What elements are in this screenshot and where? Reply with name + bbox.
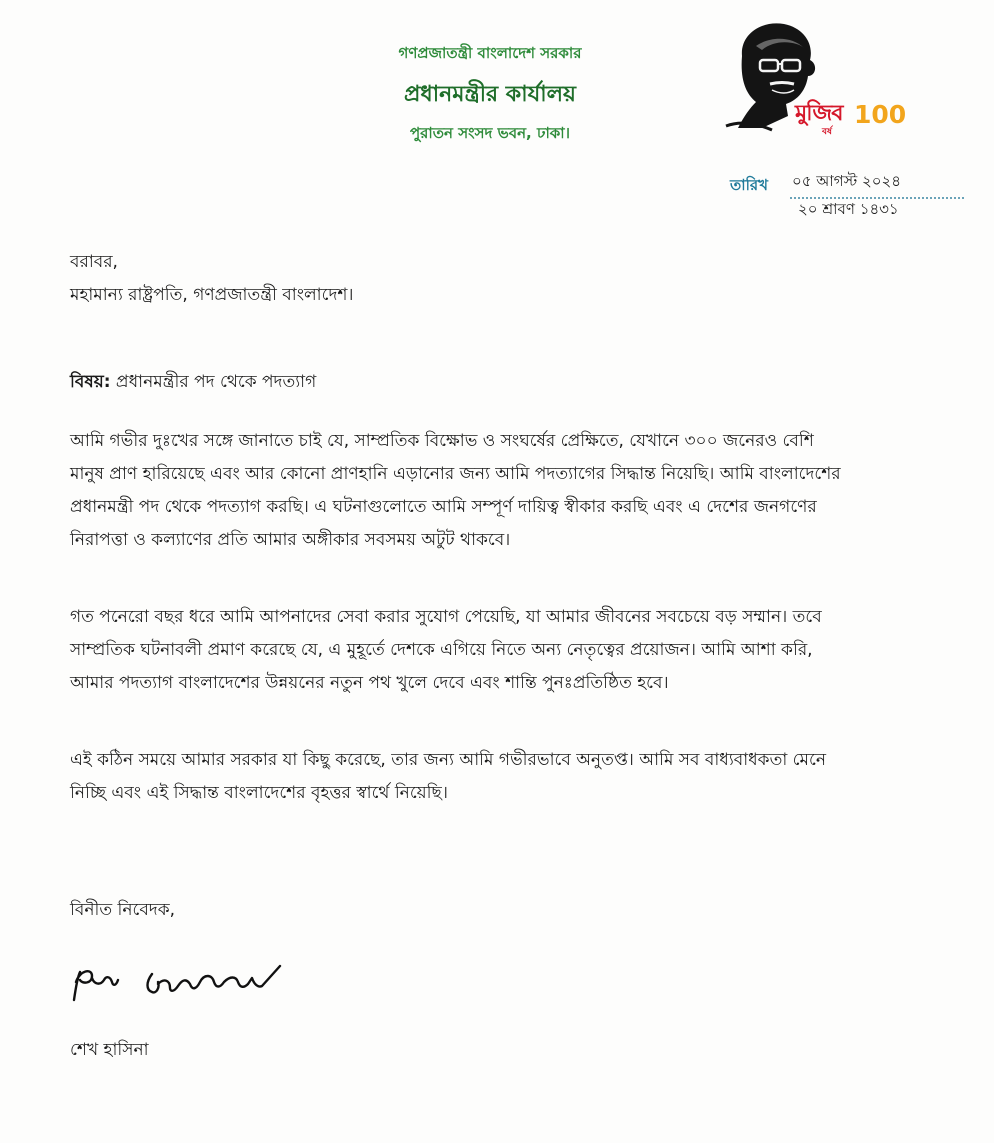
office-address: পুরাতন সংসদ ভবন, ঢাকা। [409,124,571,142]
paragraph-2 [70,601,932,700]
paragraph-line: নিচ্ছি এবং এই সিদ্ধান্ত বাংলাদেশের বৃহত্তর স্বার্থে নিয়েছি। [70,783,448,803]
date-label: তারিখ [730,176,768,194]
paragraph-line: সাম্প্রতিক ঘটনাবলী প্রমাণ করেছে যে, এ মুহূর্তে দেশকে এগিয়ে নিতে অন্য নেতৃত্বের প্রয়োজন। আমি আশা করি, [70,640,813,660]
handwritten-signature [66,960,306,1020]
office-name: প্রধানমন্ত্রীর কার্যালয় [404,82,576,107]
logo-sub: বর্ষ [822,127,832,137]
paragraph-line: আমি গভীর দুঃখের সঙ্গে জানাতে চাই যে, সাম্প্রতিক বিক্ষোভ ও সংঘর্ষের প্রেক্ষিতে, যেখানে ৩০০ জনেরও বেশি [70,431,814,451]
closing: বিনীত নিবেদক, [70,900,176,920]
signer-name: শেখ হাসিনা [70,1040,149,1060]
subject-text: প্রধানমন্ত্রীর পদ থেকে পদত্যাগ [115,372,317,392]
letterhead [300,42,680,147]
subject-label: বিষয়: [70,372,111,392]
paragraph-line: এই কঠিন সময়ে আমার সরকার যা কিছু করেছে, তার জন্য আমি গভীরভাবে অনুতপ্ত। আমি সব বাধ্যবাধকতা মেনে [70,750,826,770]
government-name: গণপ্রজাতন্ত্রী বাংলাদেশ সরকার [398,44,582,62]
paragraph-line: নিরাপত্তা ও কল্যাণের প্রতি আমার অঙ্গীকার সবসময় অটুট থাকবে। [70,530,511,550]
paragraph-line: মানুষ প্রাণ হারিয়েছে এবং আর কোনো প্রাণহানি এড়ানোর জন্য আমি পদত্যাগের সিদ্ধান্ত নিয়েছি। আমি বাংলাদেশের [70,464,841,484]
logo-word: মুজিব [795,101,843,126]
subject-line [70,372,316,392]
address-salutation: বরাবর, [70,252,118,272]
address-recipient: মহামান্য রাষ্ট্রপতি, গণপ্রজাতন্ত্রী বাংলাদেশ। [70,285,354,305]
paragraph-line: প্রধানমন্ত্রী পদ থেকে পদত্যাগ করছি। এ ঘটনাগুলোতে আমি সম্পূর্ণ দায়িত্ব স্বীকার করছি এবং এ দেশের জনগণের [70,497,817,517]
mujib-borsho-logo [722,16,912,137]
paragraph-line: গত পনেরো বছর ধরে আমি আপনাদের সেবা করার সুযোগ পেয়েছি, যা আমার জীবনের সবচেয়ে বড় সম্মান। তবে [70,607,822,627]
logo-number: 100 [854,100,907,129]
paragraph-line: আমার পদত্যাগ বাংলাদেশের উন্নয়নের নতুন পথ খুলে দেবে এবং শান্তি পুনঃপ্রতিষ্ঠিত হবে। [70,673,669,693]
date-value: ০৫ আগস্ট ২০২৪ [790,170,964,199]
paragraph-1 [70,425,932,557]
date-bangla: ২০ শ্রাবণ ১৪৩১ [798,200,899,218]
paragraph-3 [70,744,932,810]
